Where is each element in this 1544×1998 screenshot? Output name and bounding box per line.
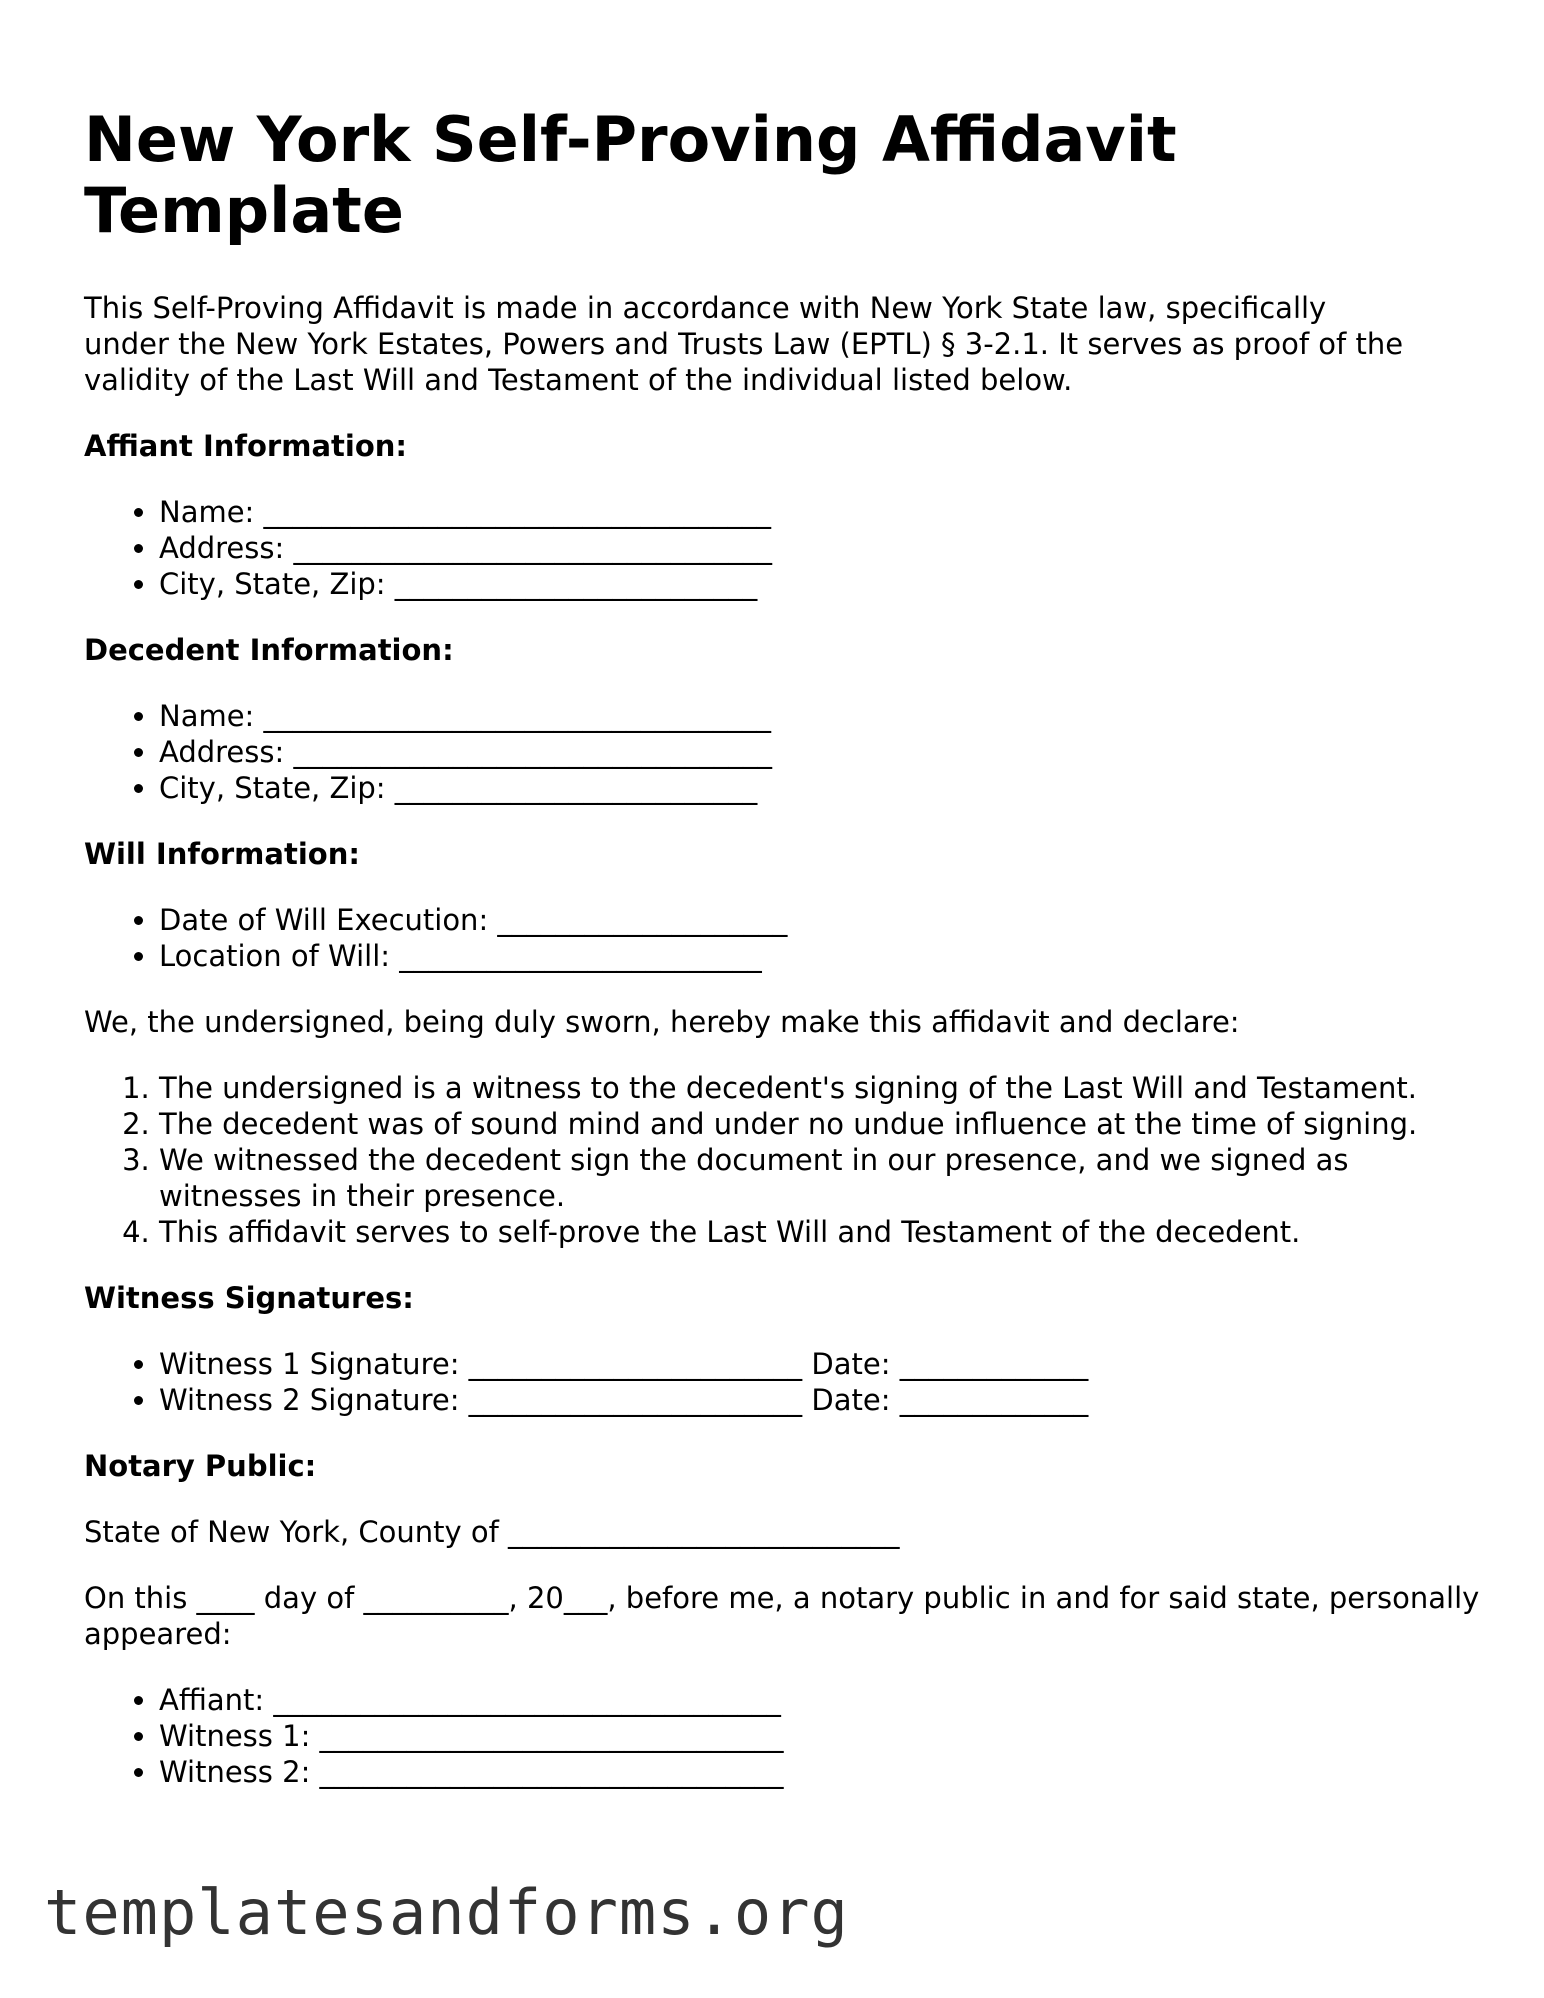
affiant-list (84, 494, 1484, 602)
notary-county-line: State of New York, County of ___________________________ (84, 1515, 900, 1549)
decedent-address-field: • Address: _________________________________ (159, 734, 1484, 770)
notary-witness-2-field: • Witness 2: ________________________________ (159, 1754, 1484, 1790)
will-location-field: • Location of Will: _________________________ (159, 938, 1484, 974)
document-page (84, 104, 1484, 1820)
notary-heading: Notary Public: (84, 1449, 317, 1483)
decedent-list (84, 698, 1484, 806)
site-watermark: templatesandforms.org (44, 1876, 849, 1949)
will-heading: Will Information: (84, 837, 360, 871)
document-title: New York Self-Proving Affidavit Template (84, 103, 1177, 247)
witness-signatures-heading: Witness Signatures: (84, 1281, 414, 1315)
declaration-item: 2. The decedent was of sound mind and under no undue influence at the time of signing. (159, 1106, 1484, 1142)
will-list (84, 902, 1484, 974)
notary-affiant-field: • Affiant: ___________________________________ (159, 1682, 1484, 1718)
notary-appearance-line: On this ____ day of __________, 20___, before me, a notary public in and for said state, personally appeared: (84, 1581, 1480, 1651)
witness-signatures-list (84, 1346, 1484, 1418)
witness-1-signature-field: • Witness 1 Signature: _______________________ Date: _____________ (159, 1346, 1484, 1382)
witness-2-signature-field: • Witness 2 Signature: _______________________ Date: _____________ (159, 1382, 1484, 1418)
decedent-heading: Decedent Information: (84, 633, 454, 667)
declaration-intro: We, the undersigned, being duly sworn, hereby make this affidavit and declare: (84, 1005, 1240, 1039)
decedent-name-field: • Name: ___________________________________ (159, 698, 1484, 734)
affiant-city-state-zip-field: • City, State, Zip: _________________________ (159, 566, 1484, 602)
declaration-item: 1. The undersigned is a witness to the decedent's signing of the Last Will and Testament. (159, 1070, 1484, 1106)
will-date-field: • Date of Will Execution: ____________________ (159, 902, 1484, 938)
decedent-city-state-zip-field: • City, State, Zip: _________________________ (159, 770, 1484, 806)
affiant-heading: Affiant Information: (84, 429, 407, 463)
declaration-item: 3. We witnessed the decedent sign the document in our presence, and we signed as witnesses in their presence. (159, 1142, 1484, 1214)
intro-paragraph: This Self-Proving Affidavit is made in accordance with New York State law, specifically under the New York Estates, Powers and Trusts Law (EPTL) § 3-2.1. It serves as proof of the validity of the Last Will and Testament of the individual listed below. (84, 291, 1404, 397)
notary-witness-1-field: • Witness 1: ________________________________ (159, 1718, 1484, 1754)
affiant-address-field: • Address: _________________________________ (159, 530, 1484, 566)
notary-appeared-list (84, 1682, 1484, 1790)
declaration-list (84, 1070, 1484, 1250)
affiant-name-field: • Name: ___________________________________ (159, 494, 1484, 530)
declaration-item: 4. This affidavit serves to self-prove the Last Will and Testament of the decedent. (159, 1214, 1484, 1250)
